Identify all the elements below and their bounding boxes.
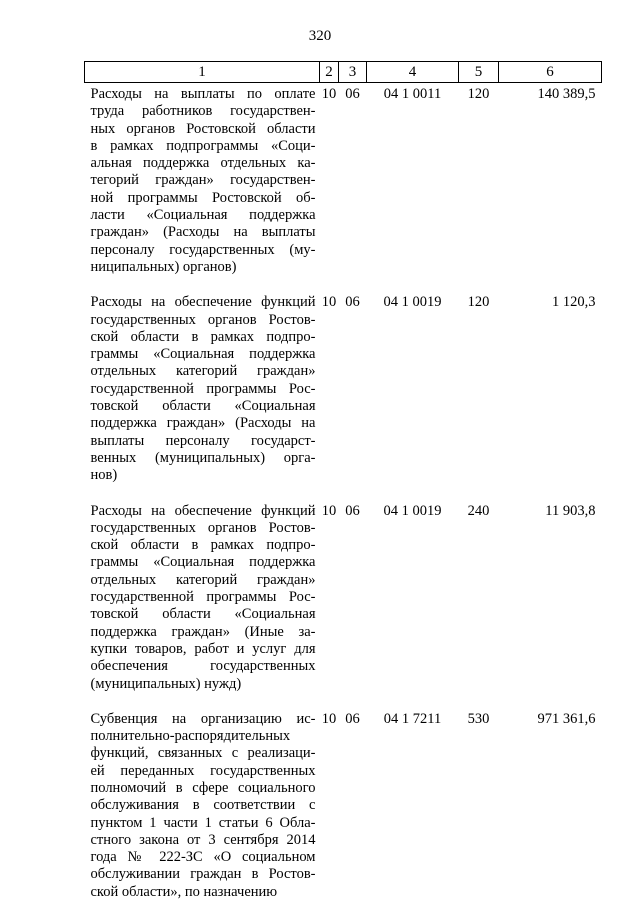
description-line: государственной программы Рос-: [90, 589, 316, 606]
subsection-code: 06: [345, 294, 360, 311]
amount: 971 361,6: [537, 710, 596, 727]
description-line: ных органов Ростовской области: [90, 120, 316, 137]
row-description: [85, 708, 320, 916]
page-number: 320: [308, 28, 332, 44]
description-line: венных (муниципальных) орга-: [90, 449, 316, 466]
description-line: выплаты персоналу государст-: [90, 432, 316, 449]
description-line: товской области «Социальная: [90, 606, 316, 623]
table-row: [85, 500, 602, 708]
description-line: отдельных категорий граждан»: [90, 571, 316, 588]
description-line: граммы «Социальная поддержка: [90, 554, 316, 571]
expense-type-code: 530: [467, 710, 490, 727]
description-line: ласти «Социальная поддержка: [90, 207, 316, 224]
description-line: ной программы Ростовской об-: [90, 189, 316, 206]
header-col-3: 3: [339, 62, 367, 83]
description-line: государственных органов Ростов-: [90, 519, 316, 536]
description-line: (муниципальных) нужд): [90, 675, 242, 692]
section-code: 10: [321, 502, 337, 519]
description-line: поддержка граждан» (Иные за-: [90, 623, 316, 640]
section-code: 10: [321, 86, 337, 102]
row-description: [85, 291, 320, 499]
description-line: ниципальных) органов): [90, 258, 237, 275]
header-col-2: 2: [320, 62, 339, 83]
row-description: [85, 500, 320, 708]
description-line: полнительно-распорядительных: [90, 728, 291, 745]
description-line: купки товаров, работ и услуг для: [90, 640, 316, 657]
expense-type-code: 240: [467, 502, 490, 519]
description-line: обслуживания в соответствии с: [90, 797, 316, 814]
header-col-5: 5: [459, 62, 499, 83]
description-line: граммы «Социальная поддержка: [90, 346, 316, 363]
description-line: Расходы на обеспечение функций: [90, 502, 316, 519]
description-line: ской области в рамках подпро-: [90, 328, 316, 345]
description-line: ской области в рамках подпро-: [90, 537, 316, 554]
subsection-code: 06: [345, 86, 360, 102]
amount: 11 903,8: [545, 502, 596, 519]
description-line: года № 222-ЗС «О социальном: [90, 849, 316, 866]
header-col-4: 4: [367, 62, 459, 83]
target-article-code: 04 1 7211: [383, 710, 442, 727]
target-article-code: 04 1 0011: [383, 86, 442, 102]
description-line: государственных органов Ростов-: [90, 311, 316, 328]
description-line: Субвенция на организацию ис-: [90, 710, 316, 727]
section-code: 10: [321, 294, 337, 311]
description-line: обеспечения государственных: [90, 658, 316, 675]
amount: 140 389,5: [537, 86, 596, 102]
description-line: полномочий в сфере социального: [90, 779, 316, 796]
subsection-code: 06: [345, 502, 360, 519]
description-line: ей переданных государственных: [90, 762, 316, 779]
description-line: персоналу государственных (му-: [90, 241, 316, 258]
header-col-1: 1: [85, 62, 320, 83]
subsection-code: 06: [345, 710, 360, 727]
header-col-6: 6: [499, 62, 602, 83]
table-header-row: [85, 62, 602, 83]
table-row: [85, 708, 602, 916]
budget-table: [84, 61, 602, 916]
description-line: стного закона от 3 сентября 2014: [90, 831, 316, 848]
target-article-code: 04 1 0019: [383, 502, 442, 519]
description-line: Расходы на обеспечение функций: [90, 294, 316, 311]
description-line: Расходы на выплаты по оплате: [90, 86, 316, 102]
description-line: государственной программы Рос-: [90, 380, 316, 397]
description-line: ской области», по назначению: [90, 883, 278, 900]
description-line: товской области «Социальная: [90, 398, 316, 415]
row-description: [85, 83, 320, 292]
description-line: альная поддержка отдельных ка-: [90, 155, 316, 172]
expense-type-code: 120: [467, 294, 490, 311]
description-line: нов): [90, 467, 118, 484]
amount: 1 120,3: [552, 294, 596, 311]
description-line: отдельных категорий граждан»: [90, 363, 316, 380]
description-line: тегорий граждан» государствен-: [90, 172, 316, 189]
description-line: пунктом 1 части 1 статьи 6 Обла-: [90, 814, 316, 831]
target-article-code: 04 1 0019: [383, 294, 442, 311]
description-line: граждан» (Расходы на выплаты: [90, 224, 316, 241]
description-line: функций, связанных с реализаци-: [90, 745, 316, 762]
description-line: поддержка граждан» (Расходы на: [90, 415, 316, 432]
description-line: труда работников государствен-: [90, 103, 316, 120]
table-row: [85, 83, 602, 292]
table-row: [85, 291, 602, 499]
description-line: в рамках подпрограммы «Соци-: [90, 137, 316, 154]
section-code: 10: [321, 710, 337, 727]
expense-type-code: 120: [467, 86, 490, 102]
description-line: обслуживании граждан в Ростов-: [90, 866, 316, 883]
